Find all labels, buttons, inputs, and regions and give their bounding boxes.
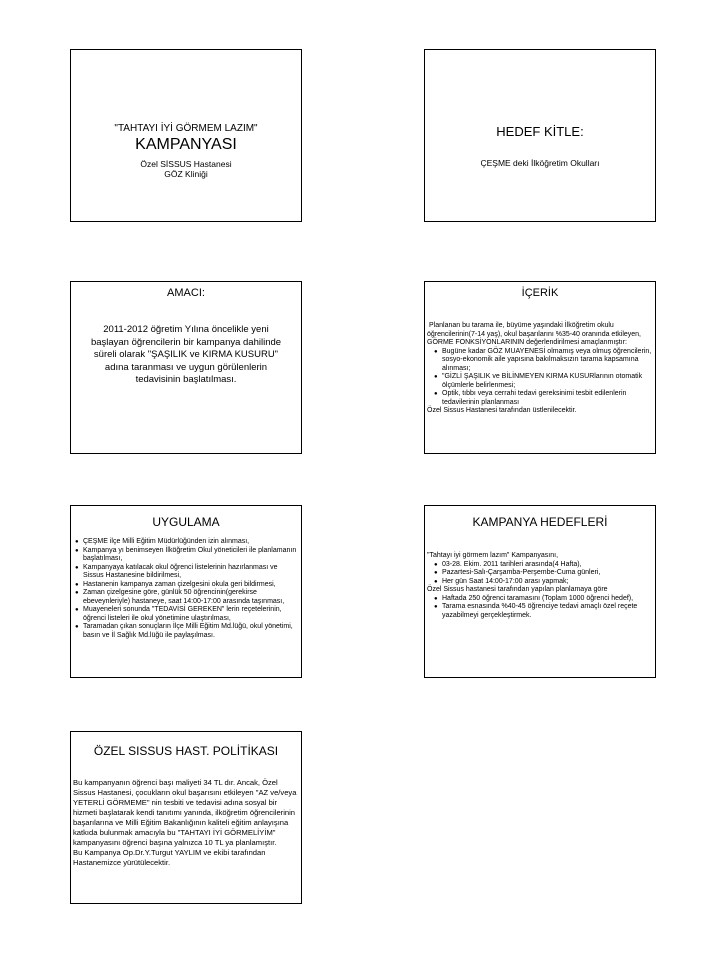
implementation-list [74, 538, 298, 640]
list-item: ● 03-28. Ekim. 2011 tarihleri arasında(4 Hafta), [433, 561, 651, 570]
list-item: ● Optik, tıbbı veya cerrahi tedavi gereksinimi tesbit edilenlerin tedavilerinin planlanması [433, 390, 653, 407]
clinic-name: GÖZ Kliniği [164, 169, 208, 179]
slide-heading: UYGULAMA [152, 515, 220, 529]
policy-text-2: Bu Kampanya Op.Dr.Y.Turgut YAYLIM ve ekibi tarafından Hastanemizce yürütülecektir. [73, 848, 266, 867]
slide-campaign-goals [424, 505, 656, 678]
campaign-title: KAMPANYASI [135, 136, 237, 153]
slide-heading: AMACI: [167, 287, 205, 299]
list-item: ● Bugüne kadar GÖZ MUAYENESİ olmamış veya olmuş öğrencilerin, sosyo-ekonomik aile yapısına bakılmaksızın tarama kapsamına alınması; [433, 348, 653, 374]
slide-heading: HEDEF KİTLE: [496, 124, 584, 139]
list-item: ● Pazartesi-Salı-Çarşamba-Perşembe-Cuma günleri, [433, 569, 651, 578]
hospital-info [71, 159, 301, 179]
list-item: ● Kampanya yı benimseyen İlköğretim Okul yöneticileri ile planlamanın başlatılması, [74, 547, 298, 564]
goals-mid: Özel Sissus hastanesi tarafından yapılan planlamaya göre [427, 586, 608, 593]
content-body [427, 322, 653, 416]
policy-body [73, 778, 297, 868]
list-item: ● Her gün Saat 14:00-17:00 arası yapmak; [433, 578, 651, 587]
list-item: ● Muayeneleri sonunda "TEDAVİSİ GEREKEN" lerin reçetelerinin, öğrenci listeleri ile okul yönetimine ulaştırılması, [74, 606, 298, 623]
purpose-text: 2011-2012 öğretim Yılına öncelikle yeni başlayan öğrencilerin bir kampanya dahilinde süreli olarak "ŞAŞILIK ve KIRMA KUSURU" adına taranması ve uygun görülenlerin tedavisinin başlatılması. [90, 324, 282, 385]
hospital-name: Özel SİSSUS Hastanesi [140, 159, 232, 169]
slide-implementation [70, 505, 302, 678]
goals-body [427, 552, 651, 620]
slide-content [424, 281, 656, 454]
slide-heading: İÇERİK [521, 287, 559, 299]
goals-intro: "Tahtayı iyi görmem lazım" Kampanyasını, [427, 552, 559, 559]
slide-title [70, 49, 302, 222]
slide-policy [70, 731, 302, 904]
campaign-quote: "TAHTAYI İYİ GÖRMEM LAZIM" [114, 123, 258, 134]
content-intro: Planlanan bu tarama ile, büyüme yaşındaki İlköğretim okulu öğrencilerinin(7-14 yaş), okul başarılarını %35-40 oranında etkileyen, GÖRME FONKSİYONLARININ değerlendirilmesi amaçlanmıştır: [427, 322, 642, 346]
list-item: ● Taramadan çıkan sonuçların İlçe Milli Eğitim Md.lüğü, okul yönetimi, basın ve İl Sağlık Md.lüğü ile paylaşılması. [74, 623, 298, 640]
list-item: ● Haftada 250 öğrenci taramasını (Toplam 1000 öğrenci hedef), [433, 595, 651, 604]
goals-schedule-list [433, 561, 651, 587]
list-item: ● Tarama esnasında %40-45 öğrenciye tedavi amaçlı özel reçete yazabilmeyi gerçekleştirmek. [433, 603, 651, 620]
list-item: ● Kampanyaya katılacak okul öğrenci listelerinin hazırlanması ve Sissus Hastanesine bildirilmesi, [74, 564, 298, 581]
content-outro: Özel Sissus Hastanesi tarafından üstlenilecektir. [427, 407, 577, 414]
slide-target-audience [424, 49, 656, 222]
list-item: ● "GİZLİ ŞAŞILIK ve BİLİNMEYEN KIRMA KUSURlarının otomatik ölçümlerle belirlenmesi; [433, 373, 653, 390]
slide-purpose [70, 281, 302, 454]
list-item: ● Zaman çizelgesine göre, günlük 50 öğrencinin(gerekirse ebeveynleriyle) hastaneye, saat 14:00-17:00 arasında taşınması, [74, 589, 298, 606]
content-list [433, 348, 653, 408]
list-item: ● Hastanenin kampanya zaman çizelgesini okula geri bildirmesi, [74, 581, 298, 590]
goals-target-list [433, 595, 651, 621]
policy-text: Bu kampanyanın öğrenci başı maliyeti 34 TL dır. Ancak, Özel Sissus Hastanesi, çocukların okul başarısını etkileyen "AZ ve/veya YETERLİ GÖRMEME" nin tesbiti ve tedavisi adına sosyal bir hizmeti başlatarak kendi tanıtımı yanında, ilköğretim öğrencilerinin başarılarına ve Milli Eğitim Bakanlığının kaliteli eğitim anlayışına katkıda bulunmak amacıyla bu "TAHTAYI İYİ GÖRMELİYİM" kampanyasını öğrenci başına yalnızca 10 TL ya planlamıştır. [73, 778, 297, 847]
target-text: ÇEŞME deki İlköğretim Okulları [480, 158, 600, 168]
slide-heading: KAMPANYA HEDEFLERİ [472, 515, 608, 529]
slide-heading: ÖZEL SISSUS HAST. POLİTİKASI [93, 744, 279, 758]
list-item: ● ÇEŞME ilçe Milli Eğitim Müdürlüğünden izin alınması, [74, 538, 298, 547]
